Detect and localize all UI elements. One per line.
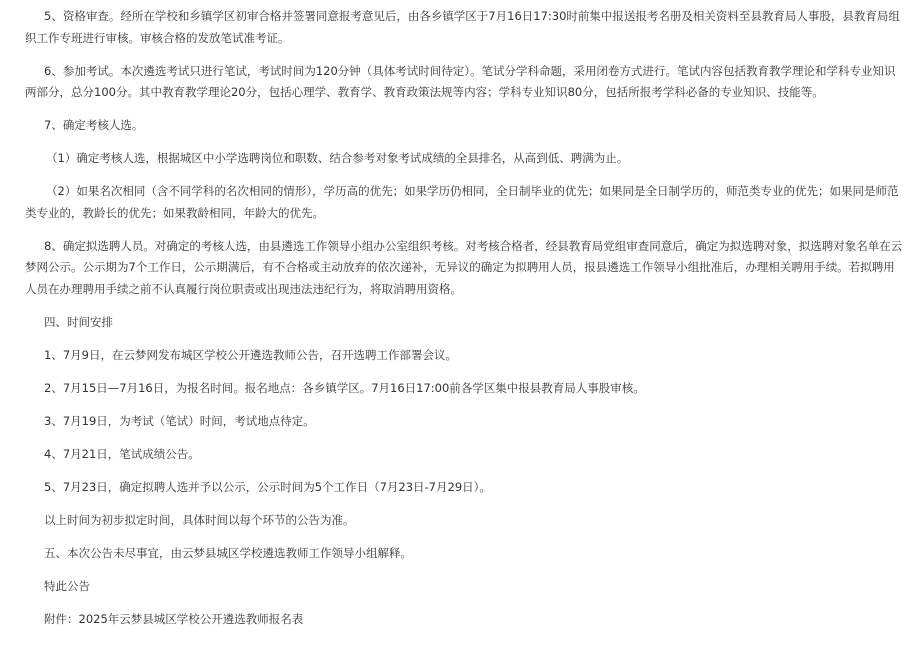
paragraph-candidate-rule-1: （1）确定考核人选，根据城区中小学选聘岗位和职数、结合参考对象考试成绩的全县排名，从高到低、聘满为止。 — [46, 151, 629, 165]
schedule-item-3: 3、7月19日，为考试（笔试）时间，考试地点待定。 — [44, 413, 315, 428]
schedule-item-4: 4、7月21日，笔试成绩公告。 — [44, 446, 200, 461]
section-heading-interpretation: 五、本次公告未尽事宜，由云梦县城区学校遴选教师工作领导小组解释。 — [44, 545, 412, 560]
paragraph-determine-hires: 8、确定拟选聘人员。对确定的考核人选，由县遴选工作领导小组办公室组织考核。对考核合格者，经县教育局党组审查同意后，确定为拟选聘对象，拟选聘对象名单在云梦网公示。公示期为7个工作日，公示期满后，有不合格或主动放弃的依次递补，无异议的确定为拟聘用人员，报县遴选工作领导小组批准后，办理相关聘用手续。若拟聘用人员在办理聘用手续之前不认真履行岗位职责或出现违法违纪行为，将取消聘用资格。 — [25, 238, 903, 296]
paragraph-exam: 6、参加考试。本次遴选考试只进行笔试，考试时间为120分钟（具体考试时间待定）。笔试分学科命题，采用闭卷方式进行。笔试内容包括教育教学理论和学科专业知识两部分，总分100分。其中教育教学理论20分，包括心理学、教育学、教育政策法规等内容；学科专业知识80分，包括所报考学科必备的专业知识、技能等。 — [25, 63, 896, 99]
schedule-note: 以上时间为初步拟定时间，具体时间以每个环节的公告为准。 — [44, 512, 355, 527]
section-heading-schedule: 四、时间安排 — [44, 314, 113, 329]
attachment-line: 附件：2025年云梦县城区学校公开遴选教师报名表 — [44, 611, 304, 626]
paragraph-qualification-review: 5、资格审查。经所在学校和乡镇学区初审合格并签署同意报考意见后，由各乡镇学区于7月16日17:30时前集中报送报考名册及相关资料至县教育局人事股，县教育局组织工作专班进行审核。审核合格的发放笔试准考证。 — [25, 9, 900, 45]
schedule-item-5: 5、7月23日，确定拟聘人选并予以公示，公示时间为5个工作日（7月23日-7月29日）。 — [44, 479, 491, 494]
schedule-item-2: 2、7月15日—7月16日，为报名时间。报名地点：各乡镇学区。7月16日17:00前各学区集中报县教育局人事股审核。 — [44, 380, 645, 395]
announcement-document — [0, 6, 915, 660]
closing-statement: 特此公告 — [44, 578, 90, 593]
paragraph-candidate-rule-2: （2）如果名次相同（含不同学科的名次相同的情形），学历高的优先；如果学历仍相同，全日制毕业的优先；如果同是全日制学历的，师范类专业的优先；如果同是师范类专业的，教龄长的优先；如果教龄相同，年龄大的优先。 — [25, 184, 899, 220]
paragraph-determine-candidates: 7、确定考核人选。 — [44, 118, 144, 132]
schedule-item-1: 1、7月9日，在云梦网发布城区学校公开遴选教师公告，召开选聘工作部署会议。 — [44, 347, 457, 362]
